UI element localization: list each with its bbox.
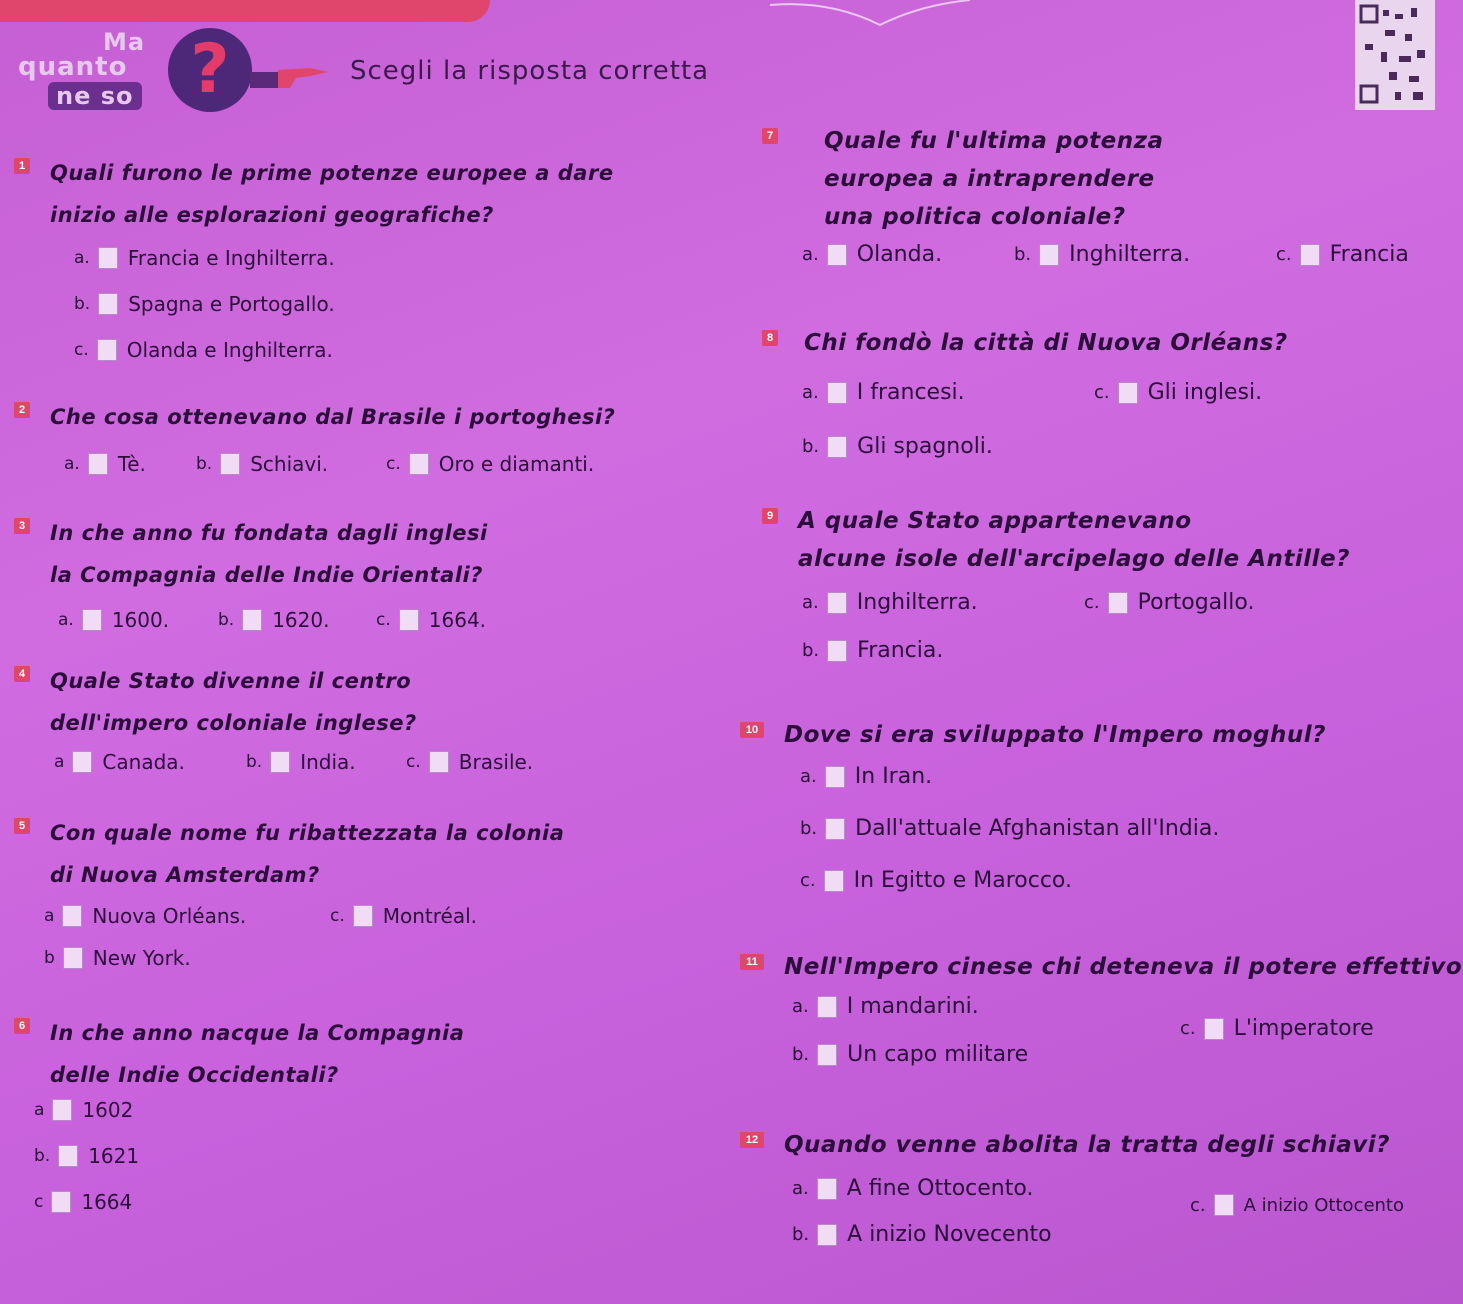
option-letter: c. (74, 340, 89, 360)
checkbox[interactable] (827, 640, 847, 662)
option-text: Olanda. (856, 242, 943, 267)
checkbox[interactable] (72, 751, 92, 773)
option-letter: b. (802, 436, 820, 457)
option-text: Francia e Inghilterra. (127, 246, 335, 270)
answer-option[interactable] (800, 816, 1219, 841)
option-text: Canada. (102, 750, 185, 774)
checkbox[interactable] (827, 244, 847, 266)
question-text: Chi fondò la città di Nuova Orléans? (804, 330, 1288, 356)
answer-option[interactable] (1014, 242, 1190, 267)
answer-option[interactable] (34, 1098, 133, 1122)
option-text: India. (300, 750, 356, 774)
checkbox[interactable] (353, 905, 373, 927)
option-text: Montréal. (382, 904, 478, 928)
answer-option[interactable] (802, 434, 993, 459)
question-text: Quando venne abolita la tratta degli schiavi? (784, 1132, 1391, 1158)
option-letter: a. (58, 610, 74, 630)
question-1 (14, 152, 614, 362)
logo-line-2: quanto (18, 52, 128, 82)
checkbox[interactable] (220, 453, 240, 475)
question-text: Quale fu l'ultima potenza (824, 128, 1164, 154)
checkbox[interactable] (82, 609, 102, 631)
option-letter: a. (792, 996, 809, 1017)
option-letter: b. (196, 454, 213, 474)
option-text: Tè. (117, 452, 146, 476)
hand-pointer-icon (250, 66, 330, 90)
option-letter: c. (386, 454, 401, 474)
option-text: I francesi. (856, 380, 965, 405)
answer-option[interactable] (406, 750, 533, 774)
answer-option[interactable] (218, 608, 329, 632)
checkbox[interactable] (88, 453, 108, 475)
checkbox[interactable] (51, 1191, 71, 1213)
question-number: 3 (14, 518, 30, 534)
option-letter: b. (34, 1146, 51, 1166)
checkbox[interactable] (63, 947, 83, 969)
option-text: In Iran. (854, 764, 933, 789)
answer-option[interactable] (246, 750, 356, 774)
question-2 (14, 396, 616, 476)
question-text: delle Indie Occidentali? (50, 1063, 339, 1087)
checkbox[interactable] (270, 751, 290, 773)
question-number: 6 (14, 1018, 30, 1034)
question-mark-icon: ? (168, 28, 252, 112)
question-text: inizio alle esplorazioni geografiche? (50, 203, 494, 227)
option-letter: c. (1180, 1018, 1196, 1039)
checkbox[interactable] (825, 766, 845, 788)
answer-option[interactable] (330, 904, 477, 928)
decorative-curve (770, 0, 970, 30)
checkbox[interactable] (827, 436, 847, 458)
checkbox[interactable] (1214, 1194, 1234, 1216)
checkbox[interactable] (98, 247, 118, 269)
question-text: Con quale nome fu ribattezzata la colonia (50, 821, 565, 845)
option-letter: b. (74, 294, 91, 314)
option-text: Inghilterra. (856, 590, 978, 615)
question-text: Che cosa ottenevano dal Brasile i portoghesi? (50, 405, 616, 429)
question-6 (14, 1012, 465, 1214)
answer-option[interactable] (74, 292, 335, 316)
question-12 (740, 1126, 1404, 1247)
logo (18, 28, 248, 118)
option-text: A inizio Novecento (847, 1222, 1052, 1247)
option-letter: b. (802, 640, 820, 661)
option-letter: a (34, 1100, 45, 1120)
option-letter: a. (802, 244, 819, 265)
option-text: Schiavi. (250, 452, 329, 476)
checkbox[interactable] (1300, 244, 1320, 266)
question-11 (740, 948, 1463, 1067)
option-text: 1664. (428, 608, 487, 632)
checkbox[interactable] (825, 818, 845, 840)
option-text: A fine Ottocento. (846, 1176, 1034, 1201)
option-text: 1621 (88, 1144, 140, 1168)
option-letter: b. (792, 1224, 810, 1245)
answer-option[interactable] (386, 452, 594, 476)
option-letter: c. (1084, 592, 1100, 613)
answer-option[interactable] (802, 380, 965, 405)
option-text: Nuova Orléans. (92, 904, 247, 928)
option-text: Portogallo. (1137, 590, 1255, 615)
answer-option[interactable] (44, 904, 246, 928)
answer-option[interactable] (196, 452, 328, 476)
question-number: 1 (14, 158, 30, 174)
checkbox[interactable] (827, 592, 847, 614)
question-text: A quale Stato appartenevano (798, 508, 1192, 534)
question-number: 9 (762, 508, 778, 524)
question-number: 5 (14, 818, 30, 834)
option-text: Gli inglesi. (1147, 380, 1263, 405)
option-letter: c. (1276, 244, 1292, 265)
checkbox[interactable] (817, 1178, 837, 1200)
option-text: Brasile. (458, 750, 534, 774)
answer-option[interactable] (802, 638, 943, 663)
logo-line-3: ne so (48, 82, 142, 110)
checkbox[interactable] (62, 905, 82, 927)
answer-option[interactable] (802, 242, 942, 267)
answer-option[interactable] (74, 246, 335, 270)
question-3 (14, 512, 488, 632)
option-text: 1602 (82, 1098, 134, 1122)
option-text: Francia. (857, 638, 944, 663)
instruction-title: Scegli la risposta corretta (350, 56, 710, 86)
answer-option[interactable] (1180, 1016, 1374, 1041)
option-text: 1600. (111, 608, 170, 632)
question-text: Quali furono le prime potenze europee a dare (50, 161, 614, 185)
checkbox[interactable] (1039, 244, 1059, 266)
option-letter: a. (802, 592, 819, 613)
option-letter: b. (1014, 244, 1032, 265)
option-letter: a. (792, 1178, 809, 1199)
checkbox[interactable] (52, 1099, 72, 1121)
option-text: L'imperatore (1233, 1016, 1374, 1041)
checkbox[interactable] (58, 1145, 78, 1167)
option-letter: c (34, 1192, 44, 1212)
answer-option[interactable] (802, 590, 978, 615)
option-letter: c. (406, 752, 421, 772)
option-letter: c. (1190, 1194, 1206, 1216)
answer-option[interactable] (64, 452, 146, 476)
answer-option[interactable] (1190, 1194, 1404, 1216)
checkbox[interactable] (242, 609, 262, 631)
answer-option[interactable] (74, 338, 333, 362)
option-letter: b. (792, 1044, 810, 1065)
option-letter: c. (330, 906, 345, 926)
question-number: 12 (740, 1132, 764, 1148)
checkbox[interactable] (429, 751, 449, 773)
question-text: Nell'Impero cinese chi deteneva il potere effettivo (784, 954, 1463, 980)
answer-option[interactable] (1084, 590, 1254, 615)
answer-option[interactable] (792, 994, 979, 1019)
option-text: Inghilterra. (1069, 242, 1191, 267)
checkbox[interactable] (817, 1044, 837, 1066)
option-letter: a (54, 752, 65, 772)
checkbox[interactable] (824, 870, 844, 892)
question-text: di Nuova Amsterdam? (50, 863, 320, 887)
option-letter: b. (218, 610, 235, 630)
question-number: 11 (740, 954, 764, 970)
answer-option[interactable] (792, 1042, 1028, 1067)
question-number: 7 (762, 128, 778, 144)
question-text: In che anno nacque la Compagnia (50, 1021, 465, 1045)
question-5 (14, 812, 565, 970)
logo-line-1: Ma (103, 28, 146, 56)
answer-option[interactable] (1276, 242, 1409, 267)
question-number: 4 (14, 666, 30, 682)
option-letter: a. (64, 454, 80, 474)
option-text: Spagna e Portogallo. (128, 292, 335, 316)
checkbox[interactable] (817, 996, 837, 1018)
option-text: Oro e diamanti. (438, 452, 595, 476)
option-letter: a. (802, 382, 819, 403)
answer-option[interactable] (376, 608, 486, 632)
checkbox[interactable] (827, 382, 847, 404)
question-9 (762, 502, 1350, 663)
question-text: una politica coloniale? (824, 204, 1126, 230)
option-letter: b. (800, 818, 818, 839)
option-text: Dall'attuale Afghanistan all'India. (855, 816, 1220, 841)
question-text: la Compagnia delle Indie Orientali? (50, 563, 483, 587)
option-text: I mandarini. (846, 994, 979, 1019)
question-text: In che anno fu fondata dagli inglesi (50, 521, 488, 545)
answer-option[interactable] (34, 1144, 139, 1168)
question-text: Dove si era sviluppato l'Impero moghul? (784, 722, 1326, 748)
option-letter: c. (800, 870, 816, 891)
answer-option[interactable] (800, 764, 932, 789)
answer-option[interactable] (1094, 380, 1262, 405)
question-8 (762, 324, 1288, 459)
qr-code-icon (1355, 0, 1435, 110)
option-letter: a (44, 906, 55, 926)
answer-option[interactable] (34, 1190, 132, 1214)
header-band (0, 0, 490, 22)
answer-option[interactable] (58, 608, 169, 632)
question-number: 2 (14, 402, 30, 418)
checkbox[interactable] (817, 1224, 837, 1246)
option-text: New York. (92, 946, 191, 970)
question-number: 8 (762, 330, 778, 346)
option-text: In Egitto e Marocco. (853, 868, 1073, 893)
option-text: Francia (1329, 242, 1409, 267)
checkbox[interactable] (1118, 382, 1138, 404)
answer-option[interactable] (54, 750, 185, 774)
option-letter: c. (376, 610, 391, 630)
option-text: 1664 (81, 1190, 133, 1214)
question-number: 10 (740, 722, 764, 738)
option-letter: a. (74, 248, 90, 268)
option-text: A inizio Ottocento (1243, 1194, 1404, 1216)
answer-option[interactable] (792, 1222, 1052, 1247)
option-letter: a. (800, 766, 817, 787)
answer-option[interactable] (792, 1176, 1033, 1201)
option-text: 1620. (272, 608, 330, 632)
question-text: alcune isole dell'arcipelago delle Antille? (798, 546, 1350, 572)
answer-option[interactable] (800, 868, 1072, 893)
option-letter: c. (1094, 382, 1110, 403)
checkbox[interactable] (409, 453, 429, 475)
question-text: Quale Stato divenne il centro (50, 669, 412, 693)
option-text: Gli spagnoli. (857, 434, 993, 459)
checkbox[interactable] (98, 293, 118, 315)
checkbox[interactable] (1204, 1018, 1224, 1040)
question-10 (740, 716, 1326, 893)
option-text: Un capo militare (847, 1042, 1029, 1067)
question-text: europea a intraprendere (824, 166, 1155, 192)
question-text: dell'impero coloniale inglese? (50, 711, 417, 735)
checkbox[interactable] (97, 339, 117, 361)
option-letter: b. (246, 752, 263, 772)
checkbox[interactable] (399, 609, 419, 631)
checkbox[interactable] (1108, 592, 1128, 614)
option-text: Olanda e Inghilterra. (126, 338, 333, 362)
option-letter: b (44, 948, 55, 968)
question-4 (14, 660, 534, 774)
question-7 (762, 122, 1409, 267)
answer-option[interactable] (44, 946, 191, 970)
